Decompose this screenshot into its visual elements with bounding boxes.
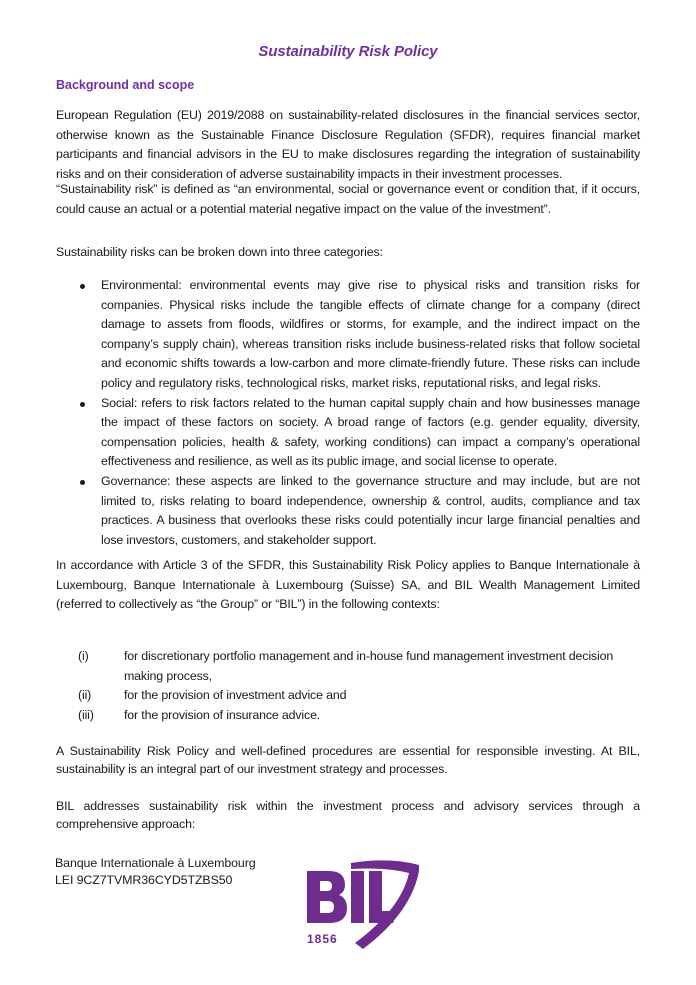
paragraph-essential: A Sustainability Risk Policy and well-defined procedures are essential for responsible investing. At BIL, sustainability is an integral part of our investment strategy and processes. (56, 744, 640, 776)
paragraph-approach: BIL addresses sustainability risk within the investment process and advisory services through a comprehensive approach: (56, 799, 640, 831)
document-title: Sustainability Risk Policy (258, 43, 438, 60)
paragraph-categories-lead: Sustainability risks can be broken down into three categories: (56, 245, 383, 259)
section-heading-background: Background and scope (56, 78, 195, 92)
bullet-icon (80, 284, 85, 289)
bullet-icon (80, 402, 85, 407)
list-item-environmental (56, 276, 640, 394)
list-item-number: (i) (78, 649, 89, 663)
list-item-text: for the provision of investment advice and (124, 688, 347, 703)
list-item-text: for discretionary portfolio management and in-house fund management investment decision making process, (124, 649, 614, 683)
list-item-text: Environmental: environmental events may give rise to physical risks and transition risks for companies. Physical risks include the tangible effects of climate change for a company (direct damage to assets from floods, wildfires or storms, for example, and the indirect impact on the company’s supply chain), whereas transition risks include business-related risks that follow societal and economic shifts towards a low-carbon and more climate-friendly future. These risks can include policy and regulatory risks, technological risks, market risks, reputational risks, and legal risks. (101, 278, 640, 390)
footer-bank-name: Banque Internationale à Luxembourg (55, 856, 256, 870)
logo-year: 1856 (307, 932, 338, 946)
footer-bank-info (55, 855, 256, 889)
list-item-context (56, 647, 640, 686)
footer-lei: LEI 9CZ7TVMR36CYD5TZBS50 (55, 873, 233, 887)
bullet-icon (80, 480, 85, 485)
list-item-text: Governance: these aspects are linked to the governance structure and may include, but are not limited to, risks relating to board independence, ownership & control, audits, compliance and tax practices. A business that overlooks these risks could potentially incur large financial penalties and lose investors, customers, and stakeholder support. (101, 473, 640, 547)
list-item-text: for the provision of insurance advice. (124, 707, 321, 722)
contexts-list (56, 647, 640, 725)
bil-shield-logo-icon (303, 857, 423, 953)
paragraph-applicability: In accordance with Article 3 of the SFDR, this Sustainability Risk Policy applies to Banque Internationale à Luxembourg, Banque Internationale à Luxembourg (Suisse) SA, and BIL Wealth Management Limited (referred to collectively as “the Group” or “BIL”) in the following contexts: (56, 558, 640, 612)
list-item-context (56, 686, 640, 706)
paragraph-intro: European Regulation (EU) 2019/2088 on sustainability-related disclosures in the financial services sector, otherwise known as the Sustainable Finance Disclosure Regulation (SFDR), requires financial market participants and financial advisors in the EU to make disclosures regarding the integration of sustainability risks and on their consideration of adverse sustainability impacts in their investment processes. (56, 108, 640, 181)
paragraph-definition: “Sustainability risk” is defined as “an environmental, social or governance event or condition that, if it occurs, could cause an actual or a potential material negative impact on the value of the investment”. (56, 182, 640, 216)
list-item-number: (iii) (78, 707, 94, 722)
risk-categories-list (56, 276, 640, 550)
list-item-context (56, 706, 640, 726)
list-item-text: Social: refers to risk factors related to the human capital supply chain and how businesses manage the impact of these factors on society. A broad range of factors (e.g. gender equality, diversity, compensation policies, health & safety, working conditions) can impact a company’s operational effectiveness and resilience, as well as its public image, and social license to operate. (101, 395, 640, 469)
list-item-number: (ii) (78, 688, 92, 703)
list-item-social (56, 394, 640, 472)
list-item-governance (56, 472, 640, 550)
